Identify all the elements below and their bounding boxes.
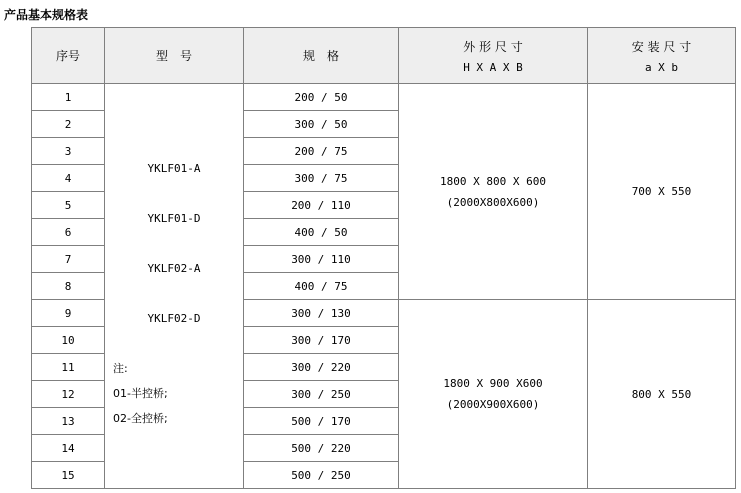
table-row [32, 84, 736, 111]
cell-seq: 13 [32, 408, 105, 435]
outer-dim-alt: (2000X900X600) [446, 398, 540, 411]
header-outer-label: 外 形 尺 寸 [463, 39, 523, 54]
header-outer-sub: H X A X B [463, 60, 523, 74]
outer-dim-value: 1800 X 800 X 600 [440, 174, 546, 188]
cell-spec: 400 / 75 [244, 273, 399, 300]
cell-seq: 4 [32, 165, 105, 192]
cell-seq: 7 [32, 246, 105, 273]
model-item: YKLF02-D [147, 312, 201, 325]
note-line: 01-半控桥; [113, 387, 168, 400]
cell-install-dim: 700 X 550 [588, 84, 736, 300]
cell-seq: 15 [32, 462, 105, 489]
cell-spec: 300 / 250 [244, 381, 399, 408]
cell-spec: 500 / 250 [244, 462, 399, 489]
header-install-sub: a X b [644, 60, 679, 74]
cell-spec: 300 / 75 [244, 165, 399, 192]
model-item: YKLF01-D [147, 212, 201, 225]
cell-seq: 12 [32, 381, 105, 408]
cell-seq: 9 [32, 300, 105, 327]
cell-seq: 2 [32, 111, 105, 138]
cell-seq: 1 [32, 84, 105, 111]
cell-outer-dim [399, 300, 588, 489]
cell-spec: 300 / 130 [244, 300, 399, 327]
cell-spec: 500 / 220 [244, 435, 399, 462]
outer-dim-alt: (2000X800X600) [446, 195, 540, 209]
cell-install-dim: 800 X 550 [588, 300, 736, 489]
cell-seq: 14 [32, 435, 105, 462]
cell-seq: 8 [32, 273, 105, 300]
header-model: 型 号 [105, 28, 244, 84]
cell-spec: 200 / 50 [244, 84, 399, 111]
header-spec: 规 格 [244, 28, 399, 84]
cell-spec: 300 / 220 [244, 354, 399, 381]
note-line: 注: [113, 362, 128, 375]
header-outer-dim [399, 28, 588, 84]
cell-spec: 300 / 110 [244, 246, 399, 273]
cell-seq: 5 [32, 192, 105, 219]
header-row [32, 28, 736, 84]
cell-spec: 200 / 110 [244, 192, 399, 219]
header-install-label: 安 装 尺 寸 [631, 39, 692, 54]
cell-spec: 500 / 170 [244, 408, 399, 435]
cell-seq: 6 [32, 219, 105, 246]
cell-spec: 400 / 50 [244, 219, 399, 246]
note-line: 02-全控桥; [113, 412, 168, 425]
header-install-dim [588, 28, 736, 84]
cell-seq: 10 [32, 327, 105, 354]
cell-spec: 300 / 50 [244, 111, 399, 138]
outer-dim-value: 1800 X 900 X600 [443, 377, 543, 390]
cell-seq: 3 [32, 138, 105, 165]
cell-outer-dim [399, 84, 588, 300]
table-body [32, 84, 736, 489]
model-item: YKLF02-A [147, 262, 201, 275]
cell-spec: 300 / 170 [244, 327, 399, 354]
header-seq: 序号 [32, 28, 105, 84]
spec-table [31, 27, 736, 489]
cell-seq: 11 [32, 354, 105, 381]
model-list [105, 162, 243, 362]
cell-models [105, 84, 244, 489]
page-title: 产品基本规格表 [4, 8, 89, 22]
cell-spec: 200 / 75 [244, 138, 399, 165]
model-item: YKLF01-A [147, 162, 201, 175]
